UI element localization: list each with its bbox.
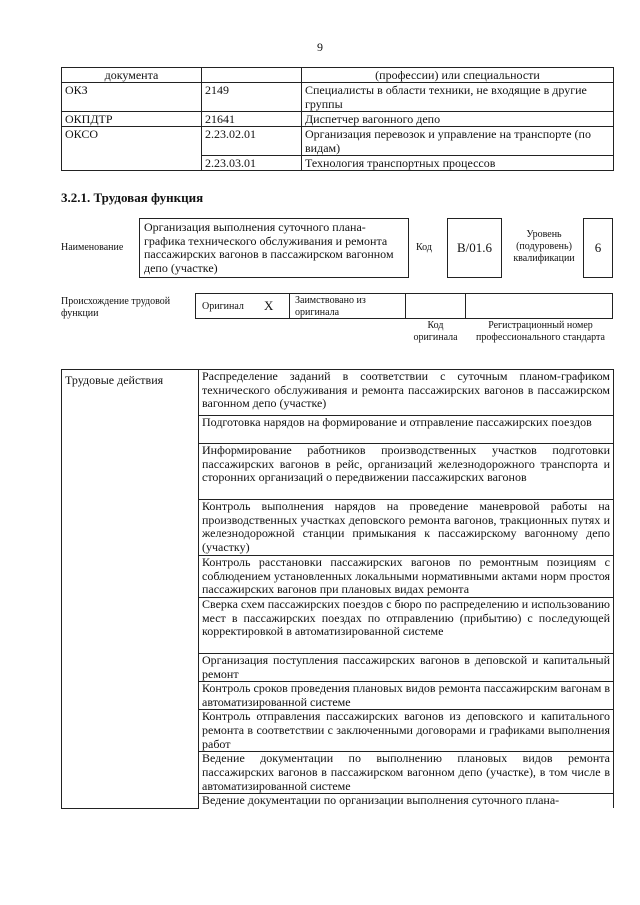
table-header-cell: (профессии) или специальности [302,68,614,83]
original-mark: X [264,298,274,313]
labor-action-item: Подготовка нарядов на формирование и отправление пассажирских поездов [199,416,614,444]
labor-action-item: Контроль выполнения нарядов на проведение маневровой работы на производственных участках деповского ремонта вагонов, тракционных путях и железнодорожной станции примыкания к пассажирскому вагонному депо (участку) [199,500,614,556]
original-label: Оригинал [202,301,244,312]
classifier-codes-table [61,67,614,171]
labor-action-item: Организация поступления пассажирских вагонов в деповской и капитальный ремонт [199,654,614,682]
table-header-row [62,68,614,83]
code-label: Код [416,242,432,253]
borrowed-label: Заимствовано из оригинала [295,295,366,318]
labor-actions-label: Трудовые действия [62,370,199,809]
table-cell: 2.23.02.01 [202,127,302,156]
function-name-value: Организация выполнения суточного плана-графика технического обслуживания и ремонта пассажирских вагонов в пассажирском вагонном депо (участке) [144,220,394,275]
table-cell: Диспетчер вагонного депо [302,112,614,127]
labor-action-item: Контроль сроков проведения плановых видов ремонта пассажирским вагонам в автоматизированной системе [199,682,614,710]
origin-label: Происхождение трудовой функции [61,296,171,319]
labor-actions-table [61,369,614,809]
labor-action-item: Ведение документации по организации выполнения суточного плана- [199,794,614,809]
table-cell: ОКПДТР [62,112,202,127]
original-code-cell [405,293,466,319]
table-cell: 2.23.03.01 [202,156,302,171]
table-cell: 21641 [202,112,302,127]
table-row [62,112,614,127]
labor-action-item: Информирование работников производственных участков подготовки пассажирских вагонов в рейс, организаций железнодорожного транспорта и сторонних организаций о передвижении пассажирских вагонов [199,444,614,500]
borrowed-cell [289,293,406,319]
table-header-cell [202,68,302,83]
table-row [62,83,614,112]
table-cell: Технология транспортных процессов [302,156,614,171]
labor-action-item: Контроль расстановки пассажирских вагонов по ремонтным позициям с соблюдением установленных локальными нормативными актами норм простоя пассажирских вагонов при плановых видах ремонта [199,556,614,598]
labor-action-item: Ведение документации по выполнению плановых видов ремонта пассажирских вагонов в пассажирском вагонном депо (участке), в том числе в автоматизированной системе [199,752,614,794]
qualification-level-value: 6 [594,240,602,255]
name-label: Наименование [61,242,124,253]
level-label: Уровень (подуровень) квалификации [513,229,575,264]
labor-action-item: Контроль отправления пассажирских вагонов из деповского и капитального ремонта в соответствии с заключенными договорами и графиками выполнения работ [199,710,614,752]
table-header-cell: документа [62,68,202,83]
table-cell: ОКЗ [62,83,202,112]
table-cell: ОКСО [62,127,202,171]
function-name-box [139,218,409,278]
table-cell: Специалисты в области техники, не входящие в другие группы [302,83,614,112]
qualification-level-box [583,218,613,278]
page-number: 9 [317,40,323,54]
table-cell: Организация перевозок и управление на транспорте (по видам) [302,127,614,156]
registration-number-caption: Регистрационный номер профессионального стандарта [476,320,605,343]
section-title: 3.2.1. Трудовая функция [61,190,204,205]
table-row [62,127,614,156]
labor-action-item: Сверка схем пассажирских поездов с бюро по распределению и использованию мест в пассажирских поездах по отправлению (прибытию) с последующей корректировкой в автоматизированной системе [199,598,614,654]
function-code-box [447,218,502,278]
original-code-caption: Код оригинала [413,320,458,343]
table-row [62,370,614,416]
labor-action-item: Распределение заданий в соответствии с суточным планом-графиком технического обслуживания и ремонта пассажирских вагонов в пассажирском вагонном депо (участке) [199,370,614,416]
function-code-value: В/01.6 [456,240,493,255]
original-cell [195,293,290,319]
registration-number-cell [465,293,613,319]
table-cell: 2149 [202,83,302,112]
